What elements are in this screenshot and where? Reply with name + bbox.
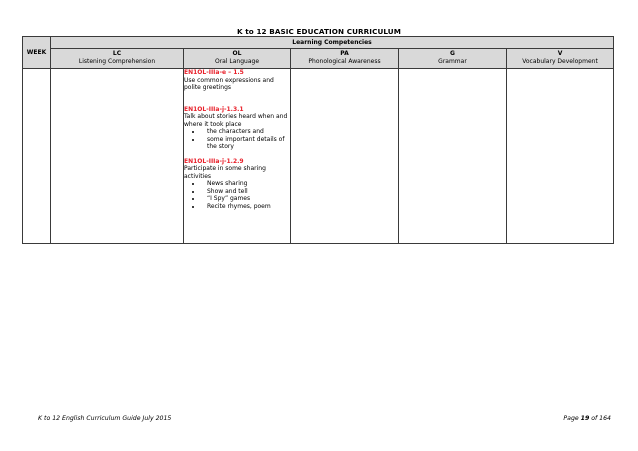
bullet-item: • Show and tell — [202, 188, 290, 196]
column-name: Phonological Awareness — [308, 58, 381, 65]
bullet-list — [184, 180, 290, 210]
column-header-v — [507, 49, 614, 69]
column-header-g — [399, 49, 507, 69]
current-page: 19 — [580, 415, 590, 422]
week-cell — [23, 69, 51, 244]
competency-item — [184, 69, 290, 92]
competency-item — [184, 158, 290, 211]
v-cell — [507, 69, 614, 244]
column-code: LC — [112, 50, 122, 57]
competency-code: EN1OL-IIIa-j-1.3.1 — [184, 105, 244, 113]
column-code: PA — [340, 50, 349, 57]
lc-cell — [51, 69, 184, 244]
ol-cell — [184, 69, 291, 244]
page-prefix: Page — [563, 415, 581, 422]
g-cell — [399, 69, 507, 244]
column-code: G — [450, 50, 455, 57]
column-name: Listening Comprehension — [78, 58, 156, 65]
competency-description: Use common expressions and polite greetings — [184, 76, 274, 91]
column-header-pa — [291, 49, 399, 69]
bullet-item: • Recite rhymes, poem — [202, 203, 290, 211]
bullet-item: • News sharing — [202, 180, 290, 188]
bullet-item: • some important details of the story — [202, 136, 290, 151]
column-code: OL — [232, 50, 242, 57]
column-header-ol — [184, 49, 291, 69]
competency-description: Participate in some sharing activities — [184, 165, 266, 180]
competency-code: EN1OL-IIIa-e – 1.5 — [184, 69, 244, 76]
competency-item — [184, 106, 290, 151]
footer-page-number — [563, 415, 611, 422]
footer-guide-title: K to 12 English Curriculum Guide July 2015 — [38, 415, 172, 422]
learning-competencies-header: Learning Competencies — [51, 37, 614, 49]
bullet-item: • “I Spy” games — [202, 195, 290, 203]
bullet-item: • the characters and — [202, 128, 290, 136]
column-name: Vocabulary Development — [522, 58, 598, 65]
pa-cell — [291, 69, 399, 244]
page-suffix: of 164 — [589, 415, 611, 422]
competency-description: Talk about stories heard when and where it took place — [184, 113, 288, 128]
column-header-lc — [51, 49, 184, 69]
curriculum-table — [22, 36, 614, 244]
week-header: WEEK — [23, 37, 51, 69]
column-name: Oral Language — [214, 58, 260, 65]
table-row — [23, 69, 614, 244]
bullet-list — [184, 128, 290, 151]
column-code: V — [557, 50, 563, 57]
competency-code: EN1OL-IIIa-j-1.2.9 — [184, 157, 244, 165]
column-name: Grammar — [438, 58, 467, 65]
document-title: K to 12 BASIC EDUCATION CURRICULUM — [237, 27, 401, 36]
